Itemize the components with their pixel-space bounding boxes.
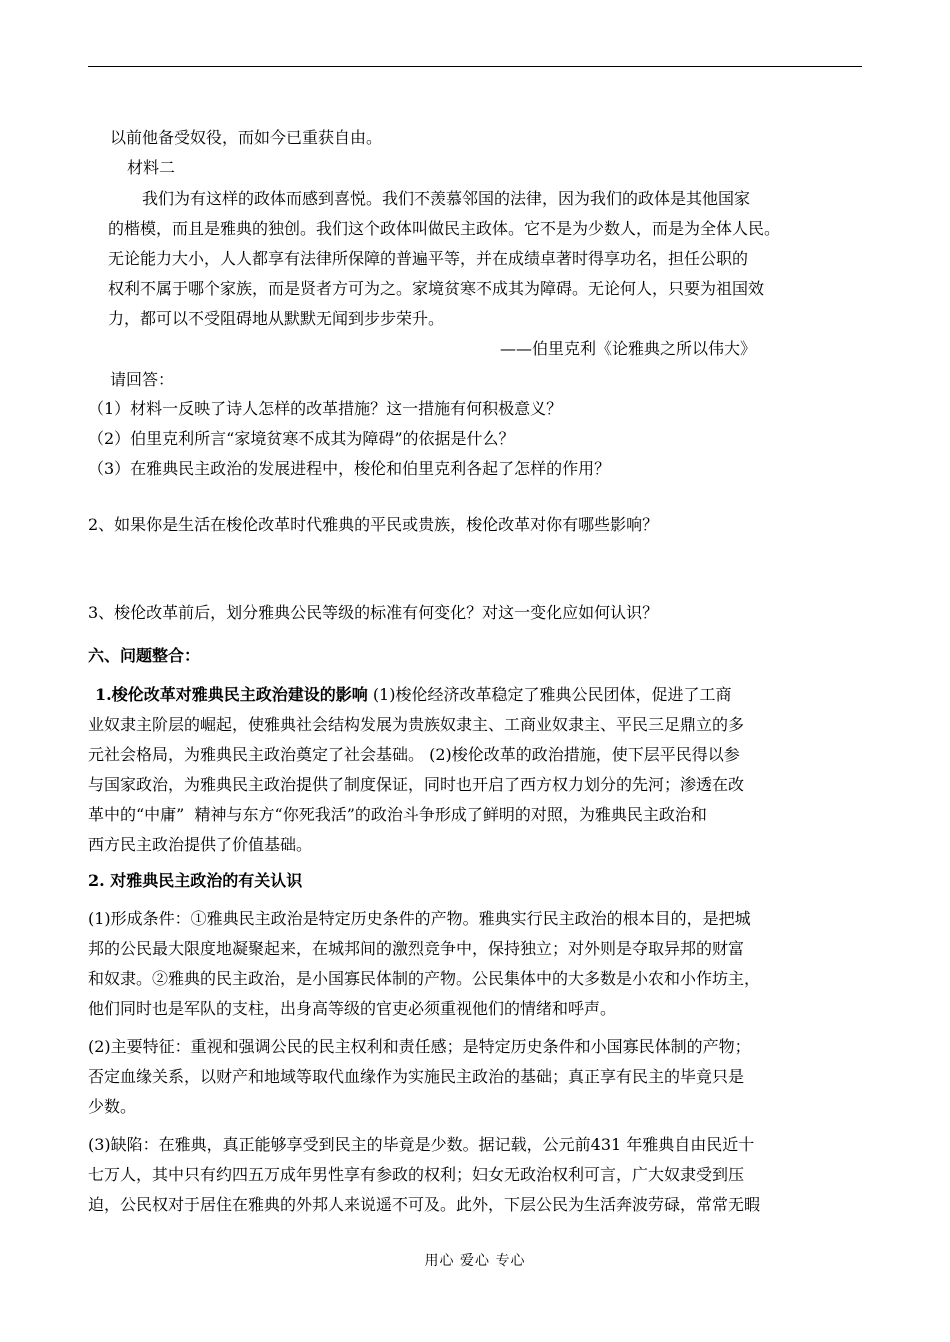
integration-p2-title: 2. 对雅典民主政治的有关认识 [88,871,303,890]
defects-line: 七万人，其中只有约四五万成年男性享有参政的权利；妇女无政治权利可言，广大奴隶受到压 [88,1165,745,1184]
conditions-line: (1)形成条件：①雅典民主政治是特定历史条件的产物。雅典实行民主政治的根本目的，是把城 [88,909,751,928]
conditions-line: 他们同时也是军队的支柱，出身高等级的官吏必须重视他们的情绪和呼声。 [88,999,617,1018]
section6-heading: 六、问题整合： [88,646,201,665]
question-item: （1）材料一反映了诗人怎样的改革措施？这一措施有何积极意义？ [88,399,563,418]
questions-prompt: 请回答： [110,370,175,389]
header-rule [88,66,862,67]
integration-p1-line: 与国家政治，为雅典民主政治提供了制度保证，同时也开启了西方权力划分的先河；渗透在改 [88,775,745,794]
integration-p1-first-line [95,685,731,705]
material2-line: 的楷模，而且是雅典的独创。我们这个政体叫做民主政体。它不是为少数人，而是为全体人民。 [108,219,781,238]
question-item: （3）在雅典民主政治的发展进程中，梭伦和伯里克利各起了怎样的作用？ [88,459,611,478]
features-line: 否定血缘关系，以财产和地域等取代血缘作为实施民主政治的基础；真正享有民主的毕竟只是 [88,1067,745,1086]
defects-line: (3)缺陷：在雅典，真正能够享受到民主的毕竟是少数。据记载，公元前431 年雅典自由民近十 [88,1135,755,1154]
question-item: （2）伯里克利所言“家境贫寒不成其为障碍”的依据是什么？ [88,429,515,448]
page-footer: 用心 爱心 专心 [424,1253,526,1269]
material2-line: 我们为有这样的政体而感到喜悦。我们不羡慕邻国的法律，因为我们的政体是其他国家 [142,189,751,208]
integration-p1-line: 革中的“中庸” 精神与东方“你死我活”的政治斗争形成了鲜明的对照，为雅典民主政治和 [88,805,707,824]
material2-line: 权利不属于哪个家族，而是贤者方可为之。家境贫寒不成其为障碍。无论何人，只要为祖国效 [108,279,765,298]
integration-p1-title: 1.梭伦改革对雅典民主政治建设的影响 [95,685,368,704]
integration-p1-line: 业奴隶主阶层的崛起，使雅典社会结构发展为贵族奴隶主、工商业奴隶主、平民三足鼎立的多 [88,715,745,734]
question-2: 2、如果你是生活在梭伦改革时代雅典的平民或贵族，梭伦改革对你有哪些影响？ [88,515,659,534]
question-3: 3、梭伦改革前后，划分雅典公民等级的标准有何变化？对这一变化应如何认识？ [88,603,659,622]
conditions-line: 邦的公民最大限度地凝聚起来，在城邦间的激烈竞争中，保持独立；对外则是夺取异邦的财富 [88,939,745,958]
material2-line: 力，都可以不受阻碍地从默默无闻到步步荣升。 [108,309,445,328]
defects-line: 迫，公民权对于居住在雅典的外邦人来说遥不可及。此外，下层公民为生活奔波劳碌，常常无暇 [88,1195,761,1214]
integration-p1-line: 元社会格局，为雅典民主政治奠定了社会基础。 (2)梭伦改革的政治措施，使下层平民得以参 [88,745,740,764]
integration-p1-line: 西方民主政治提供了价值基础。 [88,835,313,854]
material2-line: 无论能力大小，人人都享有法律所保障的普遍平等，并在成绩卓著时得享功名，担任公职的 [108,249,749,268]
material2-heading: 材料二 [127,158,176,177]
integration-p1-first: (1)梭伦经济改革稳定了雅典公民团体，促进了工商 [372,685,732,704]
material2-attribution: ——伯里克利《论雅典之所以伟大》 [500,339,757,358]
conditions-line: 和奴隶。②雅典的民主政治，是小国寡民体制的产物。公民集体中的大多数是小农和小作坊主， [88,969,761,988]
features-line: (2)主要特征：重视和强调公民的民主权利和责任感；是特定历史条件和小国寡民体制的产物； [88,1037,751,1056]
material1-tail: 以前他备受奴役，而如今已重获自由。 [110,128,383,147]
features-line: 少数。 [88,1097,137,1116]
